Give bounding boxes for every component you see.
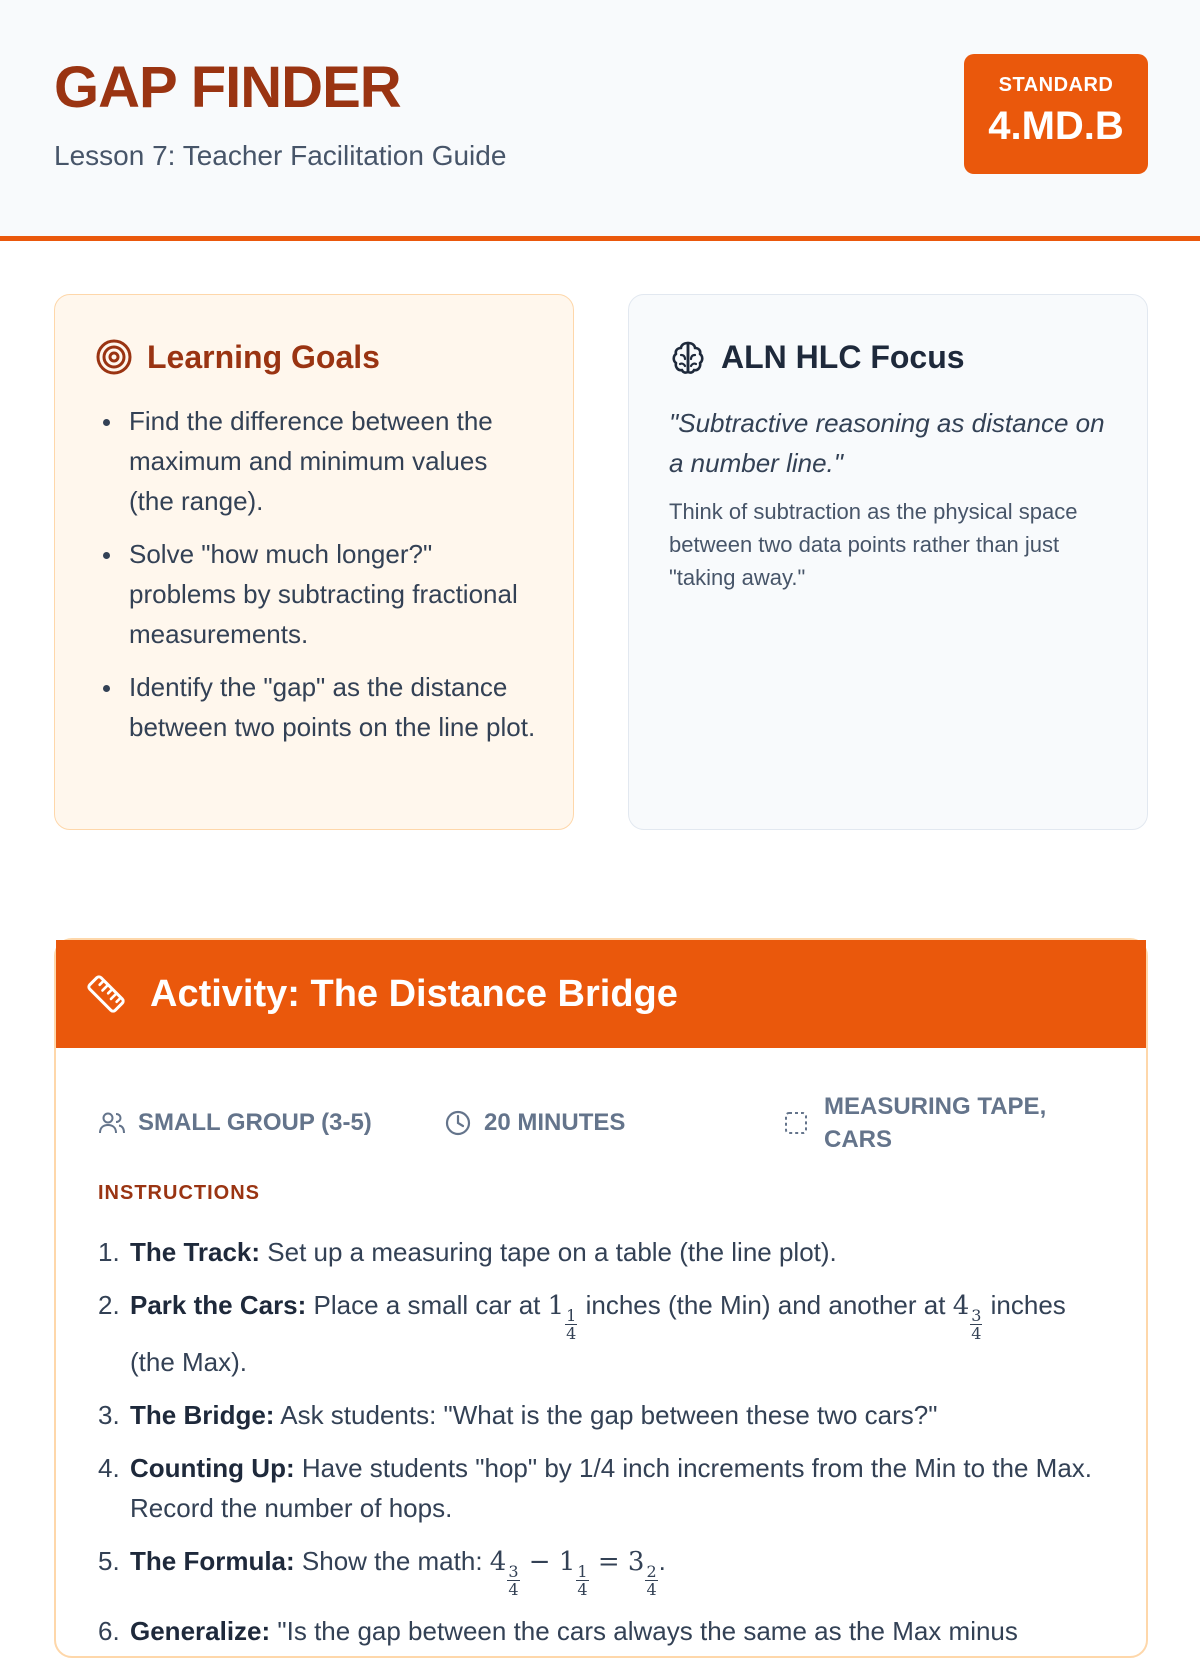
list-item — [98, 1448, 1108, 1528]
fraction — [565, 1307, 577, 1342]
math-operator: − — [520, 1547, 559, 1578]
page-subtitle: Lesson 7: Teacher Facilitation Guide — [54, 140, 507, 171]
list-item — [98, 1232, 1108, 1272]
fraction-numerator: 1 — [566, 1306, 577, 1326]
instructions-list — [98, 1232, 1108, 1664]
fraction-numerator: 1 — [577, 1562, 588, 1582]
learning-goals-header — [95, 337, 380, 377]
fraction — [645, 1563, 657, 1598]
clock-icon — [444, 1109, 472, 1137]
list-item: Solve "how much longer?" problems by subtracting fractional measurements. — [99, 534, 539, 654]
fraction-denominator: 4 — [646, 1580, 657, 1600]
step-lead: The Formula: — [130, 1546, 295, 1577]
fraction-numerator: 2 — [646, 1562, 657, 1582]
page-title: GAP FINDER — [54, 55, 401, 120]
mixed-number-whole: 4 — [952, 1291, 970, 1321]
learning-goals-list — [99, 401, 539, 760]
duration-meta — [444, 1106, 625, 1139]
users-icon — [98, 1109, 126, 1137]
step-text: Have students "hop" by 1/4 inch increments from the Min to the Max. Record the number of hops. — [130, 1453, 1093, 1524]
list-item — [98, 1285, 1108, 1382]
list-item — [98, 1541, 1108, 1598]
focus-quote: "Subtractive reasoning as distance on a number line." — [669, 408, 1105, 478]
step-number: 1. — [98, 1237, 120, 1267]
group-size-meta — [98, 1106, 372, 1139]
step-text: Ask students: "What is the gap between these two cars?" — [274, 1400, 938, 1431]
step-lead: Generalize: — [130, 1616, 271, 1647]
list-item — [98, 1611, 1108, 1651]
activity-title: Activity: The Distance Bridge — [150, 972, 678, 1015]
standard-badge-value: 4.MD.B — [988, 104, 1124, 148]
fraction-numerator: 3 — [508, 1562, 519, 1582]
step-text: Place a small car at — [306, 1290, 548, 1320]
step-text: inches (the Max). — [130, 1290, 1066, 1378]
focus-description: Think of subtraction as the physical space between two data points rather than just "taking away." — [669, 499, 1078, 590]
mixed-number-whole: 4 — [489, 1547, 507, 1578]
step-text: . — [658, 1546, 666, 1577]
fraction — [507, 1563, 519, 1598]
step-text: inches (the Min) and another at — [578, 1290, 953, 1320]
standard-badge — [964, 54, 1148, 174]
fraction-denominator: 4 — [566, 1324, 577, 1344]
step-number: 4. — [98, 1453, 120, 1484]
step-text: Set up a measuring tape on a table (the line plot). — [260, 1237, 837, 1267]
learning-goals-title: Learning Goals — [147, 339, 380, 375]
list-item — [98, 1395, 1108, 1435]
step-lead: The Track: — [130, 1237, 261, 1267]
fraction-denominator: 4 — [577, 1580, 588, 1600]
step-number: 3. — [98, 1400, 120, 1431]
fraction — [970, 1307, 982, 1342]
fraction-numerator: 3 — [971, 1306, 982, 1326]
brain-icon — [669, 338, 707, 376]
hlc-focus-title: ALN HLC Focus — [721, 339, 965, 375]
math-operator: = — [589, 1547, 628, 1578]
step-lead: Park the Cars: — [130, 1290, 307, 1320]
step-lead: Counting Up: — [130, 1453, 295, 1484]
step-text: Show the math: — [294, 1546, 490, 1577]
step-number: 2. — [98, 1290, 120, 1320]
materials-text: MEASURING TAPE, CARS — [824, 1093, 1047, 1153]
step-lead: The Bridge: — [130, 1400, 275, 1431]
fraction-denominator: 4 — [971, 1324, 982, 1344]
instructions-label: INSTRUCTIONS — [98, 1182, 260, 1204]
list-item: Identify the "gap" as the distance between two points on the line plot. — [99, 667, 539, 747]
duration-text: 20 MINUTES — [484, 1109, 626, 1136]
page-header — [0, 0, 1200, 241]
mixed-number-whole: 3 — [627, 1547, 645, 1578]
activity-card — [54, 938, 1148, 1658]
standard-badge-label: STANDARD — [998, 74, 1114, 96]
learning-goals-card — [54, 294, 574, 830]
mixed-number-whole: 1 — [558, 1547, 576, 1578]
mixed-number-whole: 1 — [547, 1291, 565, 1321]
fraction — [576, 1563, 588, 1598]
step-text: "Is the gap between the cars always the same as the Max minus — [270, 1616, 1018, 1647]
step-number: 6. — [98, 1616, 120, 1647]
target-icon — [95, 338, 133, 376]
hlc-focus-card — [628, 294, 1148, 830]
step-number: 5. — [98, 1546, 120, 1577]
box-select-icon — [782, 1109, 810, 1137]
ruler-icon — [84, 972, 128, 1016]
group-size-text: SMALL GROUP (3-5) — [138, 1109, 372, 1136]
fraction-denominator: 4 — [508, 1580, 519, 1600]
hlc-focus-header — [669, 337, 965, 377]
activity-header — [56, 940, 1146, 1048]
list-item: Find the difference between the maximum and minimum values (the range). — [99, 401, 539, 521]
materials-meta — [782, 1090, 1084, 1156]
